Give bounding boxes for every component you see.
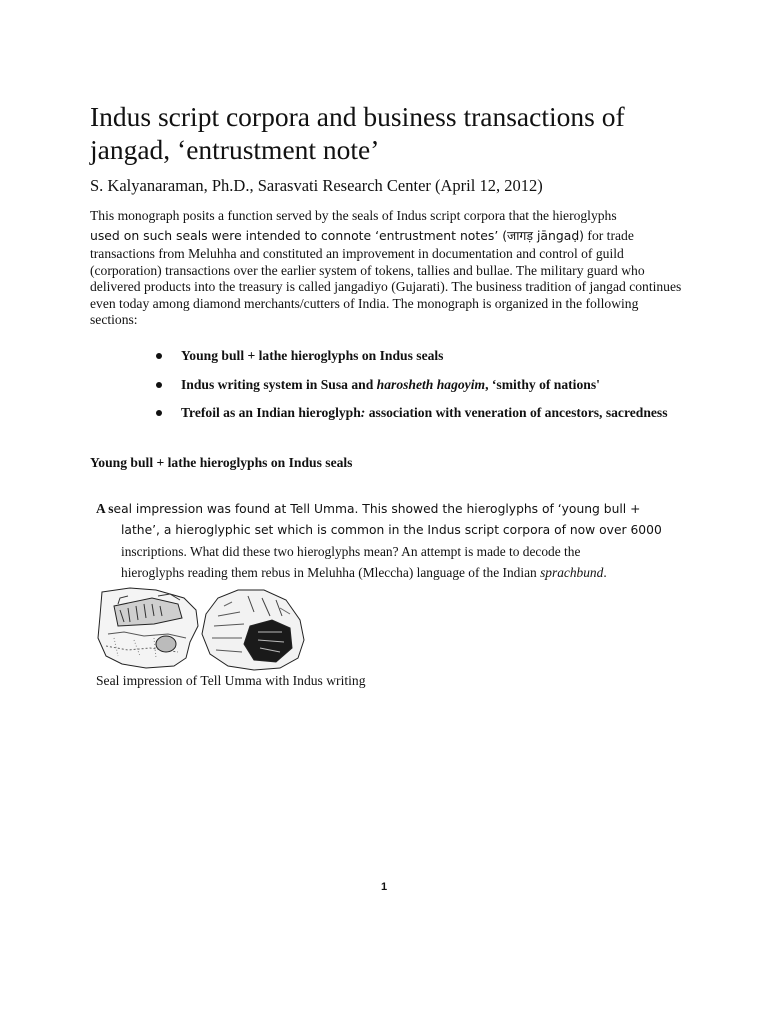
intro-paragraph (90, 208, 682, 329)
seal-fragment-left (98, 588, 198, 668)
section-item (156, 377, 676, 394)
document-title: Indus script corpora and business transactions of jangad, ‘entrustment note’ (90, 101, 625, 165)
intro-line-2-end: for trade (584, 227, 634, 243)
section-item-text: Trefoil as an Indian hieroglyph (181, 405, 361, 420)
section-item-italic: harosheth hagoyim (376, 376, 486, 392)
section-heading: Young bull + lathe hieroglyphs on Indus seals (90, 455, 353, 470)
author-line: S. Kalyanaraman, Ph.D., Sarasvati Research Center (April 12, 2012) (90, 176, 543, 195)
section-list (156, 348, 676, 434)
bullet-icon (156, 353, 162, 359)
intro-line-1: This monograph posits a function served by the seals of Indus script corpora that the hieroglyphs (90, 208, 617, 223)
section-item (156, 348, 676, 365)
paragraph-line-3: inscriptions. What did these two hieroglyphs mean? An attempt is made to decode the (121, 544, 581, 559)
paragraph-line-2: lathe’, a hieroglyphic set which is common in the Indus script corpora of now over 6000 (121, 523, 662, 537)
paragraph-line-1: eal impression was found at Tell Umma. This showed the hieroglyphs of ‘young bull + (113, 502, 641, 516)
paragraph-line-4: hieroglyphs reading them rebus in Meluhha (Mleccha) language of the Indian (121, 565, 541, 580)
drop-lead: A s (96, 501, 114, 516)
section-item-italic: : (360, 405, 366, 420)
seal-fragment-right (202, 590, 304, 670)
section-item-text-end: association with veneration of ancestors, sacredness (365, 405, 668, 420)
section-item-text: Young bull + lathe hieroglyphs on Indus seals (181, 348, 444, 363)
paragraph-italic-term: sprachbund (540, 565, 604, 580)
body-paragraph: A seal impression was found at Tell Umma. This showed the hieroglyphs of ‘young bull + lathe’, a hieroglyphic set which is common in the Indus script corpora of now over 6000 inscriptions. What did these two hieroglyphs mean? An attempt is made to decode the hieroglyphs reading them rebus in Meluhha (Mleccha) language of the Indian sprachbund. (96, 498, 688, 583)
section-item-text: Indus writing system in Susa and (181, 376, 377, 392)
section-item (156, 405, 676, 422)
intro-body: transactions from Meluhha and constituted an improvement in documentation and control of guild (corporation) transactions over the earlier system of tokens, tallies and bullae. The military guard who delivered products into the treasury is called jangadiyo (Gujarati). The business tradition of jangad continues even today among diamond merchants/cutters of India. The monograph is organized in the following sections: (90, 246, 682, 327)
section-item-text-end: , ‘smithy of nations' (485, 376, 600, 392)
intro-line-2: used on such seals were intended to connote ‘entrustment notes’ (जागड़ jāngaḍ) (90, 227, 585, 243)
seal-impression-figure (94, 586, 308, 672)
figure-caption: Seal impression of Tell Umma with Indus writing (96, 673, 366, 688)
page-number: 1 (380, 881, 388, 893)
bullet-icon (156, 410, 162, 416)
bullet-icon (156, 382, 162, 388)
